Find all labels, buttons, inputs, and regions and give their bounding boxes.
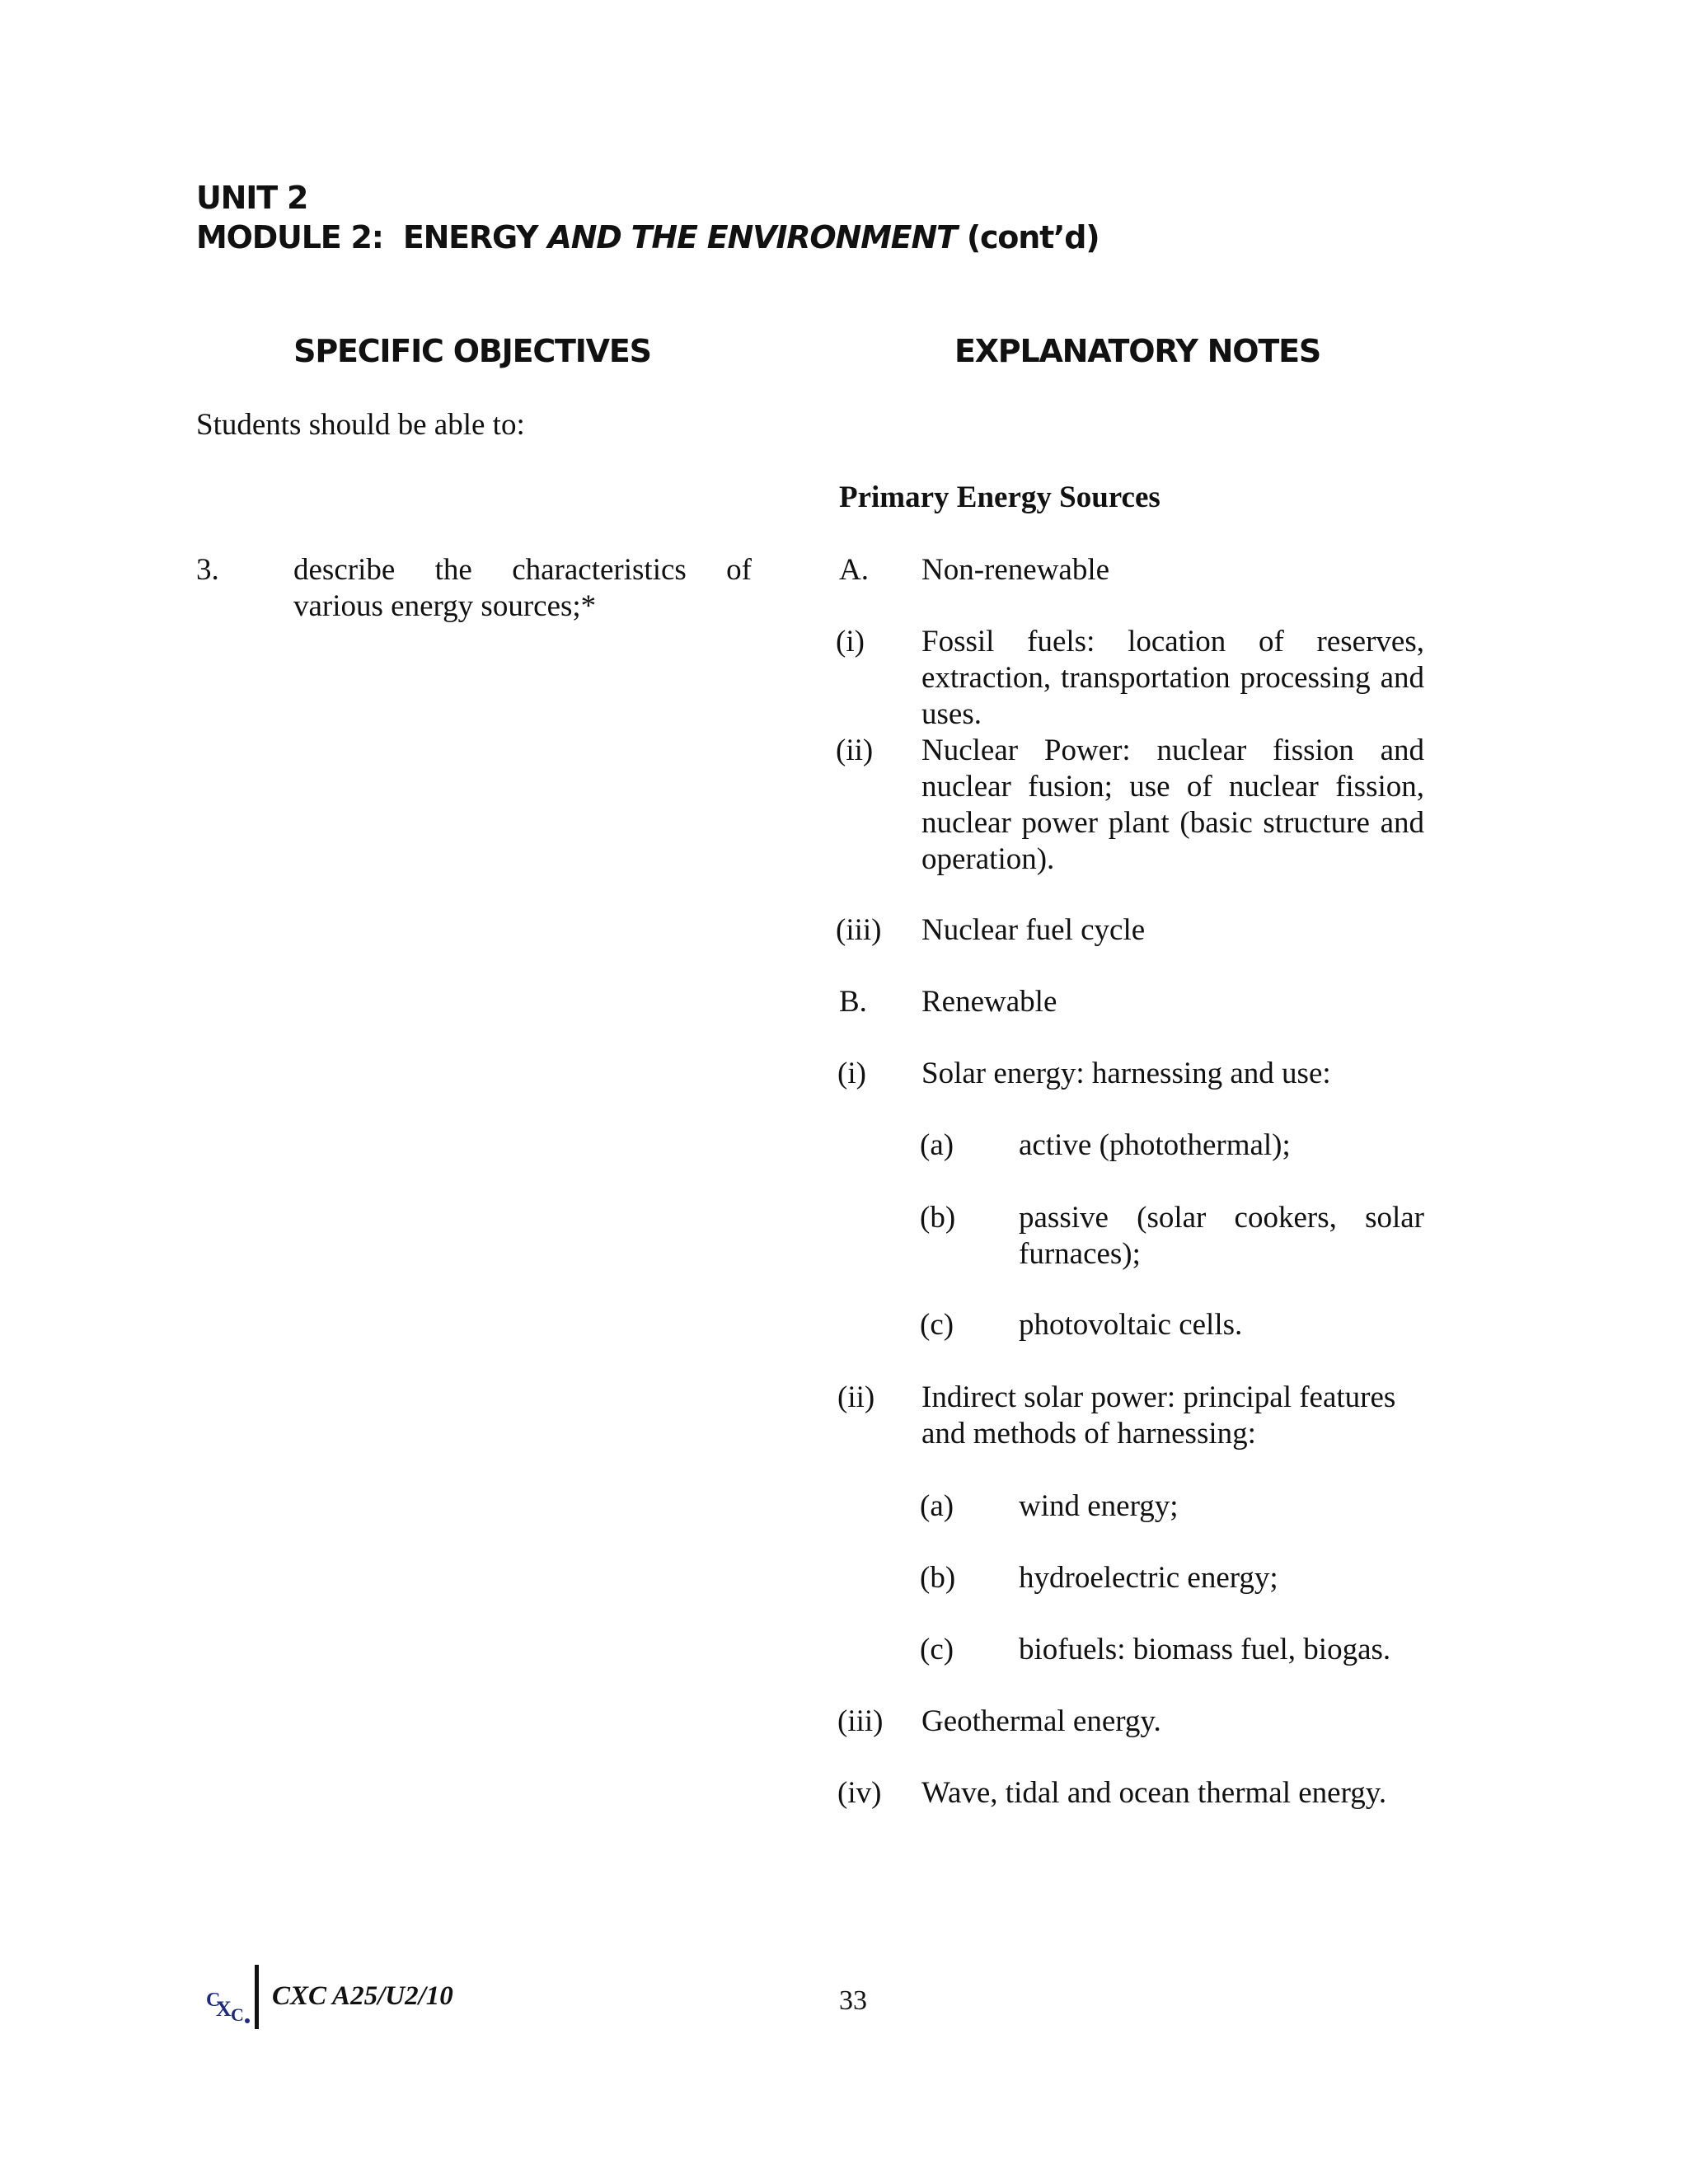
notes-label-B: B. <box>839 985 867 1019</box>
notes-A-item-label: (iii) <box>836 913 882 947</box>
indirect-sub-text: wind energy; <box>1019 1489 1179 1523</box>
notes-A-item-text: Nuclear Power: nuclear fission and nuclear fusion; use of nuclear fission, nuclear power plant (basic structure and operation). <box>921 733 1424 876</box>
notes-text-B: Renewable <box>921 985 1057 1019</box>
page-number: 33 <box>839 1985 867 2016</box>
specific-objectives-heading: SPECIFIC OBJECTIVES <box>293 333 651 369</box>
module-title-suffix: (cont’d) <box>966 219 1100 255</box>
footer-code: CXC A25/U2/10 <box>272 1981 453 2011</box>
objective-line-1: describe the characteristics of <box>293 553 752 587</box>
notes-B-item-label: (ii) <box>837 1380 875 1414</box>
intro-text: Students should be able to: <box>196 408 525 442</box>
logo-c2: C <box>231 2004 244 2025</box>
indirect-sub-label: (c) <box>920 1633 954 1666</box>
indirect-sub-label: (b) <box>920 1561 956 1595</box>
solar-sub-label: (b) <box>920 1201 956 1235</box>
module-title-italic: AND THE ENVIRONMENT <box>547 219 957 255</box>
explanatory-notes-heading: EXPLANATORY NOTES <box>954 333 1321 369</box>
notes-B-item-text: Wave, tidal and ocean thermal energy. <box>921 1776 1387 1810</box>
module-title <box>196 219 1099 255</box>
logo-x: X <box>216 1997 232 2021</box>
logo-dot <box>245 2018 250 2023</box>
notes-label-A: A. <box>839 553 869 587</box>
indirect-sub-label: (a) <box>920 1489 954 1523</box>
objective-line-2: various energy sources;* <box>293 589 597 623</box>
notes-B-item-label: (iii) <box>837 1704 884 1738</box>
cxc-logo <box>204 1976 252 2026</box>
module-title-prefix: MODULE 2: ENERGY <box>196 219 538 255</box>
notes-B-item-text: Geothermal energy. <box>921 1704 1161 1738</box>
solar-sub-text: passive (solar cookers, solar furnaces); <box>1019 1201 1424 1271</box>
logo-c1: C <box>206 1990 221 2011</box>
notes-B-item-text: Indirect solar power: principal features and methods of harnessing: <box>921 1380 1396 1451</box>
notes-A-item-label: (i) <box>836 625 865 658</box>
notes-B-item-label: (i) <box>837 1057 866 1090</box>
solar-sub-text: active (photothermal); <box>1019 1128 1291 1162</box>
notes-A-item-text: Fossil fuels: location of reserves, extraction, transportation processing and uses. <box>921 625 1424 731</box>
notes-A-item-label: (ii) <box>836 733 874 767</box>
footer-divider <box>255 1965 259 2029</box>
notes-text-A: Non-renewable <box>921 553 1110 587</box>
solar-sub-text: photovoltaic cells. <box>1019 1308 1243 1342</box>
notes-B-item-text: Solar energy: harnessing and use: <box>921 1057 1331 1090</box>
objective-number: 3. <box>196 553 219 587</box>
objective-text <box>293 552 752 625</box>
notes-section-title: Primary Energy Sources <box>839 480 1160 514</box>
solar-sub-label: (c) <box>920 1308 954 1342</box>
indirect-sub-text: hydroelectric energy; <box>1019 1561 1278 1595</box>
indirect-sub-text: biofuels: biomass fuel, biogas. <box>1019 1633 1391 1666</box>
cxc-logo-icon <box>204 1976 252 2026</box>
notes-A-item-text: Nuclear fuel cycle <box>921 913 1146 947</box>
solar-sub-label: (a) <box>920 1128 954 1162</box>
notes-B-item-label: (iv) <box>837 1776 882 1810</box>
unit-title: UNIT 2 <box>196 180 308 216</box>
